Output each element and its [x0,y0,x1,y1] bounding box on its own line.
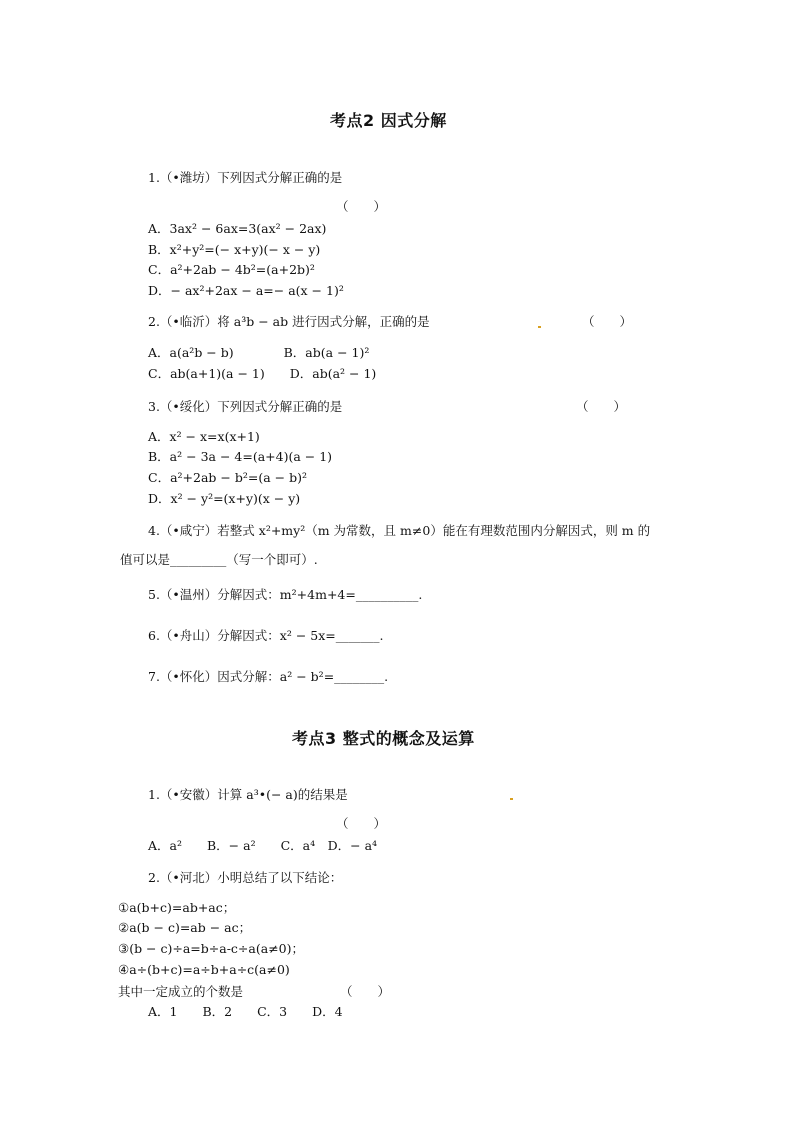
question-prompt: 其中一定成立的个数是 [118,984,244,999]
question-stem: 2.（•临沂）将 a³b − ab 进行因式分解，正确的是 [148,314,430,329]
option-a: A．3ax² − 6ax=3(ax² − 2ax) [148,221,327,236]
options-row: A．a(a²b − b) B．ab(a − 1)² [148,345,370,360]
question-stem: 2.（•河北）小明总结了以下结论： [148,870,343,885]
option-d: D．x² − y²=(x+y)(x − y) [148,491,301,506]
option-a: A．x² − x=x(x+1) [148,429,260,444]
options-row: A．a² B．− a² C．a⁴ D．− a⁴ [148,838,378,853]
option-c: C．a²+2ab − b²=(a − b)² [148,470,307,485]
section-title: 考点2 因式分解 [330,111,447,130]
answer-paren: （ ） [336,816,387,831]
answer-paren: （ ） [576,399,627,414]
answer-paren: （ ） [582,314,633,329]
section-title: 考点3 整式的概念及运算 [292,729,475,748]
question-line: 7.（•怀化）因式分解：a² − b²=________. [148,669,389,684]
options-row: C．ab(a+1)(a − 1) D．ab(a² − 1) [148,366,377,381]
stray-dot-mark [510,798,513,800]
question-stem: 1.（•潍坊）下列因式分解正确的是 [148,170,343,185]
option-b: B．a² − 3a − 4=(a+4)(a − 1) [148,449,333,464]
question-line: 4.（•咸宁）若整式 x²+my²（m 为常数，且 m≠0）能在有理数范围内分解因式，则 m 的 [148,523,651,538]
question-line: 5.（•温州）分解因式：m²+4m+4=__________. [148,587,423,602]
option-c: C．a²+2ab − 4b²=(a+2b)² [148,262,315,277]
stray-dot-mark [538,326,541,328]
option-d: D．− ax²+2ax − a=− a(x − 1)² [148,283,344,298]
question-stem: 3.（•绥化）下列因式分解正确的是 [148,399,343,414]
question-stem: 1.（•安徽）计算 a³•(− a)的结果是 [148,787,348,802]
option-b: B．x²+y²=(− x+y)(− x − y) [148,242,321,257]
answer-paren: （ ） [340,984,391,999]
answer-paren: （ ） [336,199,387,214]
conclusion-item: ①a(b+c)=ab+ac； [118,900,236,915]
conclusion-item: ④a÷(b+c)=a÷b+a÷c(a≠0) [118,962,290,977]
conclusion-item: ②a(b − c)=ab − ac； [118,920,252,935]
question-line: 值可以是_________（写一个即可）. [120,552,318,567]
question-line: 6.（•舟山）分解因式：x² − 5x=_______. [148,628,384,643]
conclusion-item: ③(b − c)÷a=b÷a-c÷a(a≠0)； [118,941,304,956]
options-row: A．1 B．2 C．3 D．4 [148,1004,343,1019]
